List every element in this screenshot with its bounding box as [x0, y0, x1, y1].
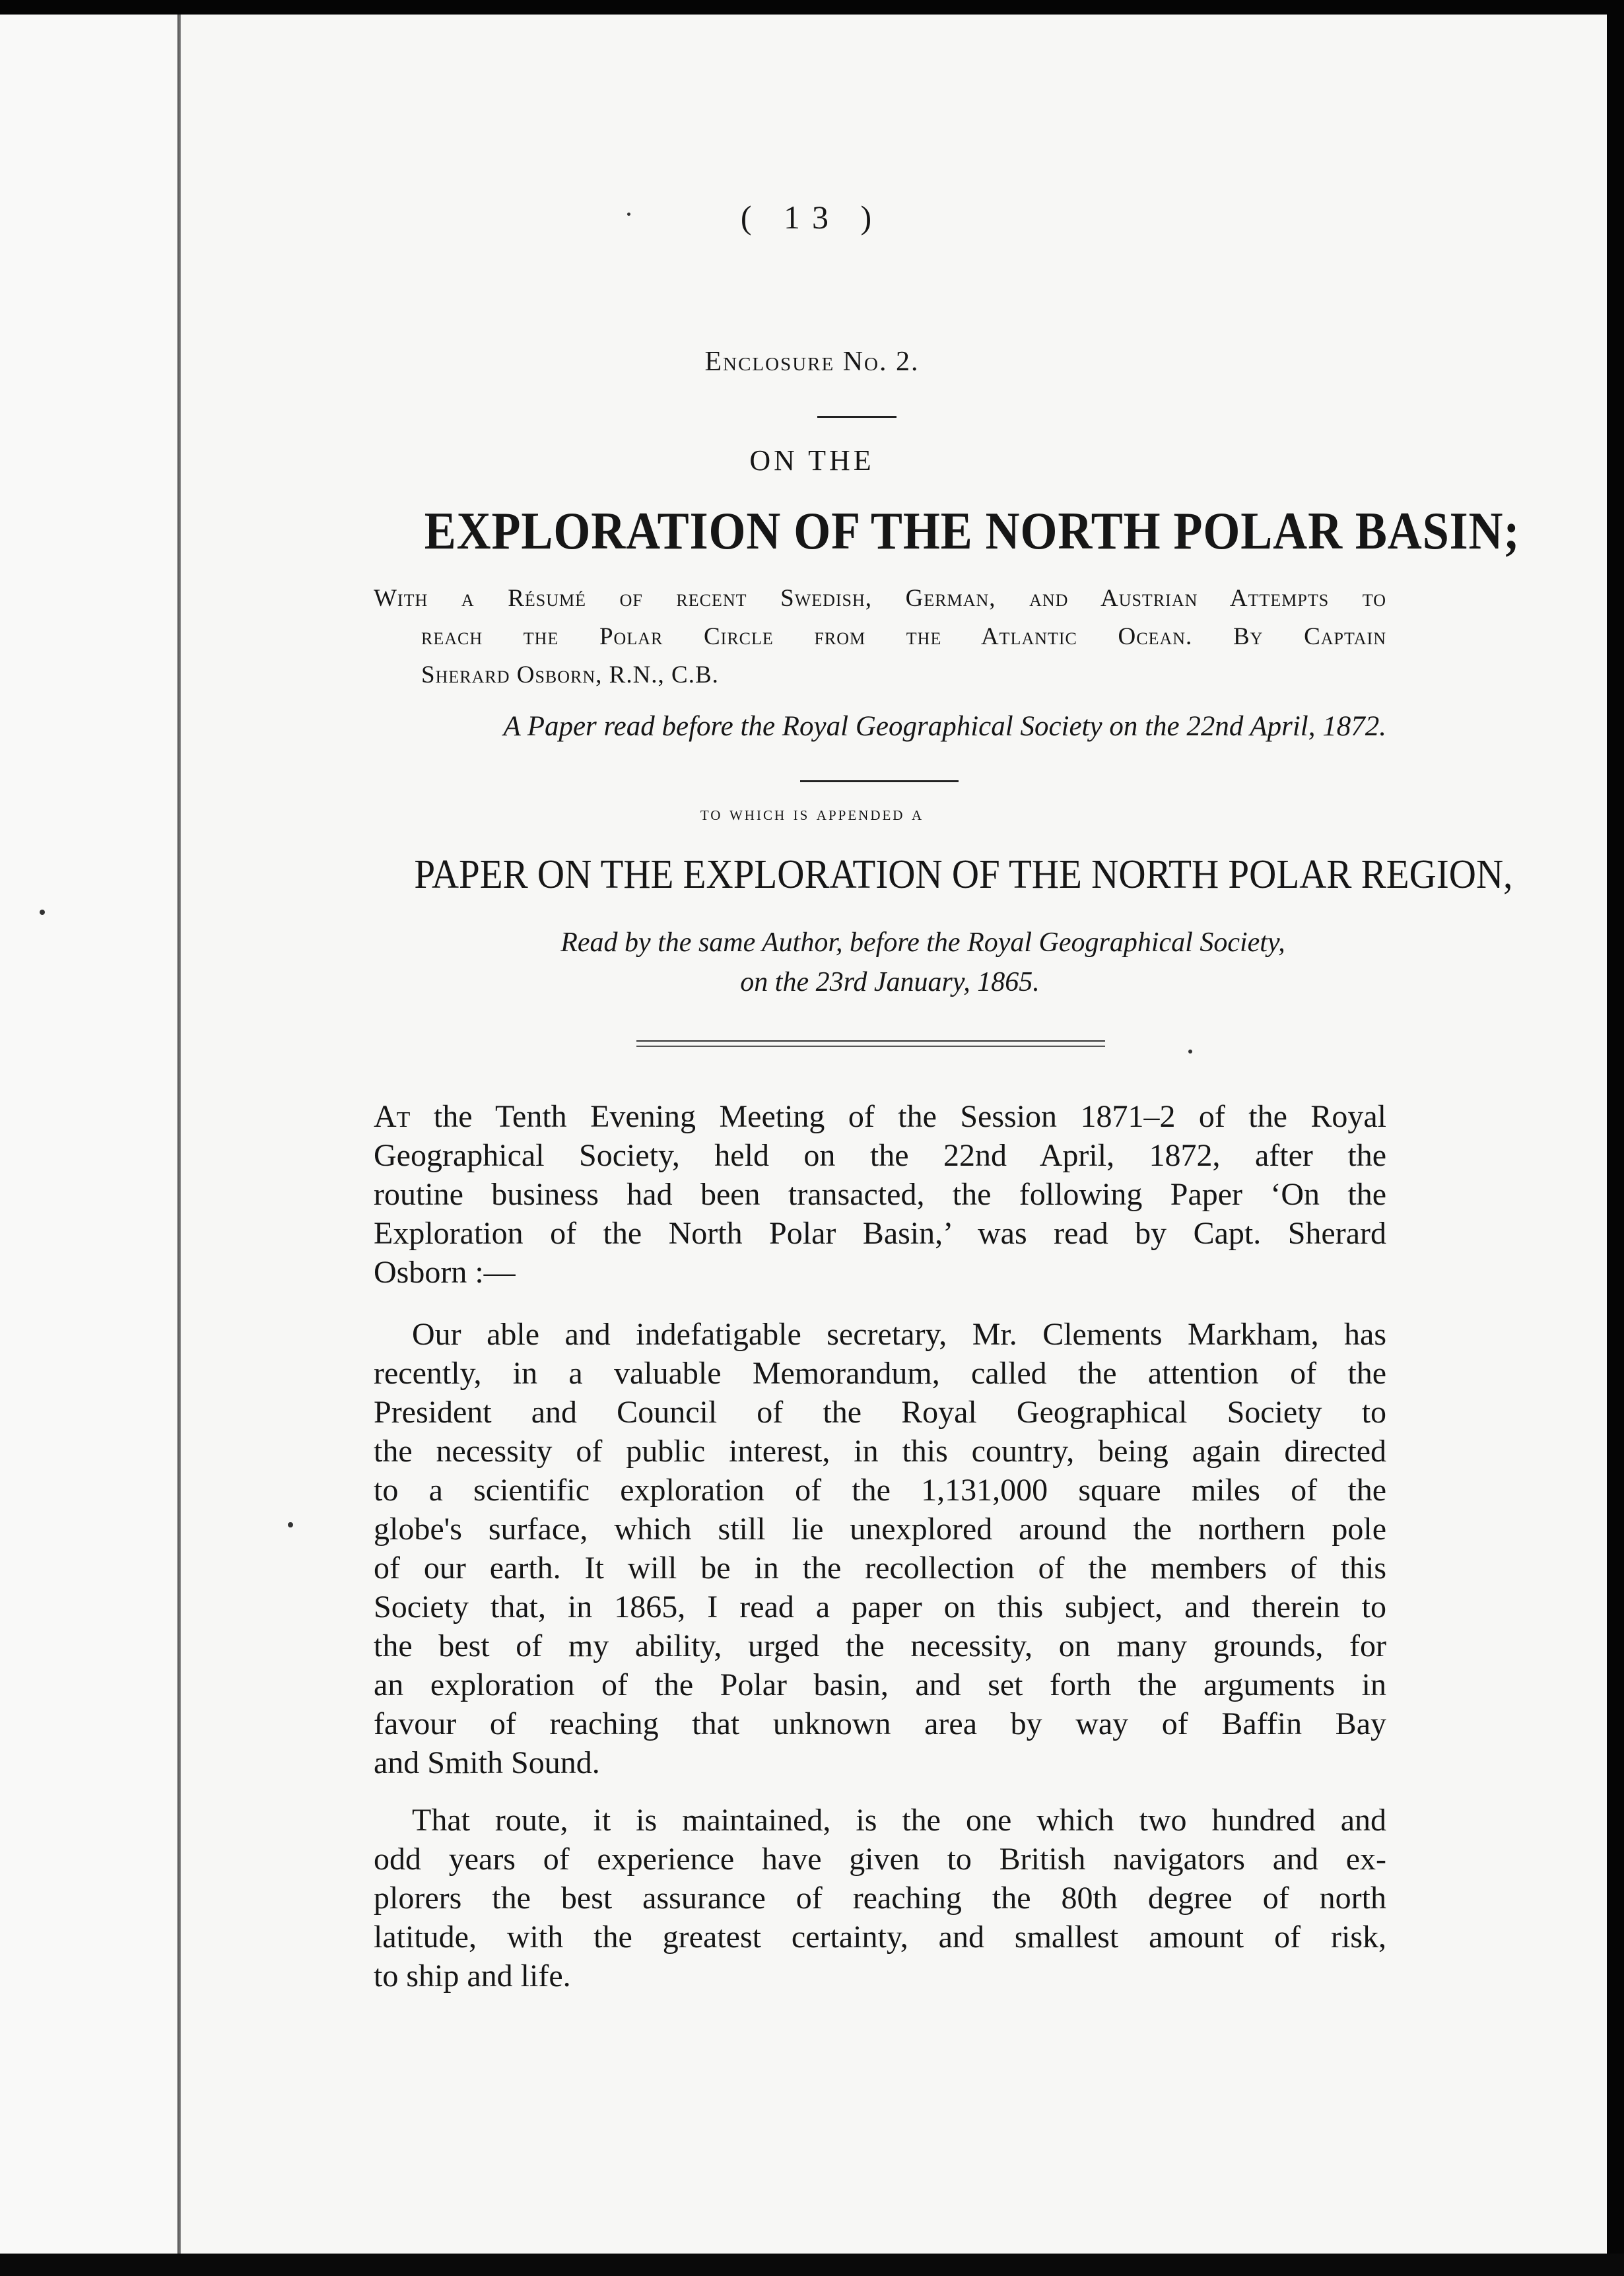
paragraph-line: Our able and indefatigable secretary, Mr. Clements Markham, has: [412, 1317, 1386, 1352]
main-title: EXPLORATION OF THE NORTH POLAR BASIN;: [424, 502, 1520, 560]
second-title: PAPER ON THE EXPLORATION OF THE NORTH POLAR REGION,: [414, 852, 1513, 897]
subtitle-line: reach the Polar Circle from the Atlantic Ocean. By Captain: [421, 623, 1386, 650]
paragraph-line: odd years of experience have given to British navigators and ex-: [374, 1842, 1386, 1877]
scan-border-top: [0, 0, 1624, 15]
paragraph-2: [374, 1315, 1386, 1782]
divider-rule: [800, 780, 959, 782]
paragraph-line: President and Council of the Royal Geographical Society to: [374, 1395, 1386, 1430]
paragraph-3: [374, 1801, 1386, 1995]
enclosure-heading: [0, 346, 1624, 378]
paragraph-line: globe's surface, which still lie unexplored around the northern pole: [374, 1512, 1386, 1547]
paragraph-line: of our earth. It will be in the recollection of the members of this: [374, 1551, 1386, 1586]
paragraph-line: Geographical Society, held on the 22nd April, 1872, after the: [374, 1138, 1386, 1173]
subtitle-line: With a Résumé of recent Swedish, German, and Austrian Attempts to: [374, 585, 1386, 612]
paragraph-line: recently, in a valuable Memorandum, called the attention of the: [374, 1356, 1386, 1391]
paper-read-note: A Paper read before the Royal Geographical Society on the 22nd April, 1872.: [503, 711, 1386, 742]
read-by-note: [374, 923, 1386, 1002]
divider-rule: [817, 416, 897, 418]
line-text: the Tenth Evening Meeting of the Session 1871–2 of the Royal: [410, 1099, 1386, 1134]
paragraph-line: the best of my ability, urged the necessity, on many grounds, for: [374, 1628, 1386, 1663]
paragraph-line: and Smith Sound.: [374, 1745, 600, 1780]
appended-note: to which is appended a: [700, 803, 924, 824]
paragraph-line: routine business had been transacted, the following Paper ‘On the: [374, 1177, 1386, 1212]
paragraph-line: Exploration of the North Polar Basin,’ was read by Capt. Sherard: [374, 1216, 1386, 1251]
subtitle: [374, 580, 1386, 694]
subtitle-line: Sherard Osborn, R.N., C.B.: [421, 661, 719, 688]
double-rule: [636, 1040, 1105, 1047]
heading-on-the: ON THE: [749, 444, 875, 477]
paragraph-1: [374, 1097, 1386, 1292]
paragraph-line: Society that, in 1865, I read a paper on this subject, and therein to: [374, 1590, 1386, 1624]
paragraph-line: plorers the best assurance of reaching the 80th degree of north: [374, 1881, 1386, 1916]
scan-speck: [1188, 1050, 1192, 1054]
paragraph-line: to ship and life.: [374, 1958, 571, 1993]
scan-border-right: [1607, 0, 1624, 2276]
paragraph-line: Osborn :—: [374, 1255, 516, 1290]
page-number: ( 13 ): [740, 199, 884, 236]
paragraph-line: [374, 1097, 1386, 1136]
read-by-line: on the 23rd January, 1865.: [740, 967, 1040, 997]
scan-speck: [40, 910, 45, 915]
paragraph-line: favour of reaching that unknown area by way of Baffin Bay: [374, 1706, 1386, 1741]
paragraph-line: to a scientific exploration of the 1,131,000 square miles of the: [374, 1473, 1386, 1508]
paragraph-line: the necessity of public interest, in this country, being again directed: [374, 1434, 1386, 1469]
paragraph-line: an exploration of the Polar basin, and set forth the arguments in: [374, 1667, 1386, 1702]
paragraph-line: That route, it is maintained, is the one which two hundred and: [412, 1803, 1386, 1838]
read-by-line: Read by the same Author, before the Royal Geographical Society,: [560, 927, 1285, 958]
drop-word: At: [374, 1099, 411, 1134]
scan-border-bottom: [0, 2254, 1624, 2276]
paragraph-line: latitude, with the greatest certainty, and smallest amount of risk,: [374, 1920, 1386, 1955]
enclosure-label: Enclosure No. 2.: [704, 347, 920, 377]
scan-speck: [288, 1522, 293, 1527]
